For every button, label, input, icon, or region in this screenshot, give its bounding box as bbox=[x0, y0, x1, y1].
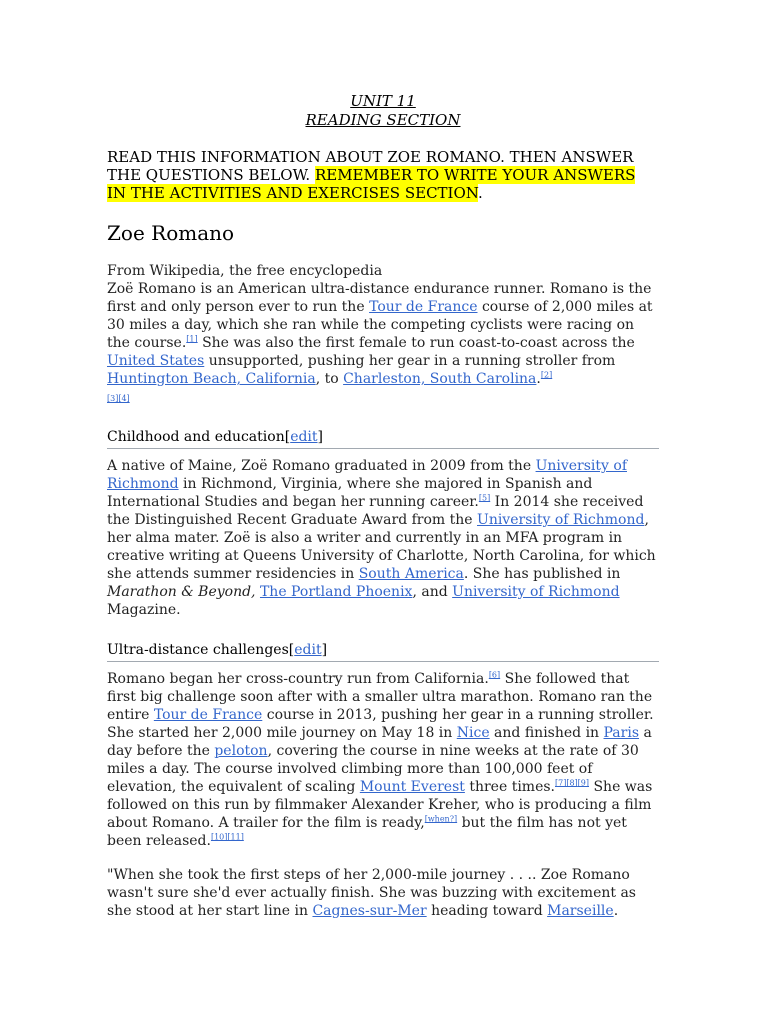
section-heading-label: Childhood and education bbox=[107, 429, 285, 445]
link-portland-phoenix[interactable]: The Portland Phoenix bbox=[259, 584, 413, 600]
text-run: . bbox=[613, 903, 619, 919]
instructions-end: . bbox=[477, 184, 483, 202]
ultra-paragraph bbox=[107, 670, 659, 850]
text-run: "When she took the first steps of her 2,000-mile journey . . .. Zoe Romano wasn't sure she'd ever actually finish. She was buzzing with excitement as she stood at her start line in bbox=[107, 867, 636, 919]
link-paris[interactable]: Paris bbox=[603, 725, 640, 741]
publication-title: Marathon & Beyond, bbox=[107, 584, 256, 600]
text-run: three times. bbox=[464, 779, 555, 795]
link-university-of-richmond[interactable]: University of Richmond bbox=[452, 584, 620, 600]
text-run: In 2014 she received the Distinguished Recent Graduate Award from the bbox=[107, 494, 644, 528]
link-huntington-beach[interactable]: Huntington Beach, California bbox=[107, 371, 316, 387]
text-run: in Richmond, Virginia, where she majored in Spanish and International Studies and began her running career. bbox=[107, 476, 593, 510]
link-south-america[interactable]: South America bbox=[358, 566, 464, 582]
text-run: , covering the course in nine weeks at the rate of 30 miles a day. The course involved climbing more than 100,000 feet of elevation, the equivalent of scaling bbox=[107, 743, 639, 795]
citation-link[interactable]: [1] bbox=[186, 334, 198, 344]
text-run: Romano began her cross-country run from California. bbox=[107, 671, 489, 687]
link-university-of-richmond[interactable]: University of Richmond bbox=[477, 512, 645, 528]
instructions-highlight: REMEMBER TO WRITE YOUR ANSWERS IN THE ACTIVITIES AND EXERCISES SECTION bbox=[107, 166, 636, 202]
link-marseille[interactable]: Marseille bbox=[547, 903, 614, 919]
text-run: is an American ultra-distance endurance runner. Romano is the first and only person ever to run the bbox=[107, 281, 652, 315]
text-run: a day before the bbox=[107, 725, 652, 759]
citation-needed-tag[interactable]: [when?] bbox=[424, 814, 458, 824]
bracket: ] bbox=[321, 642, 328, 658]
text-run: . bbox=[536, 371, 541, 387]
citation-link[interactable]: [9] bbox=[577, 778, 590, 788]
quote-paragraph bbox=[107, 866, 659, 920]
link-united-states[interactable]: United States bbox=[107, 353, 205, 369]
link-university-of-richmond[interactable]: University of Richmond bbox=[107, 458, 627, 492]
link-mount-everest[interactable]: Mount Everest bbox=[359, 779, 465, 795]
section-heading-childhood bbox=[107, 428, 659, 449]
text-run: course in 2013, pushing her gear in a running stroller. She started her 2,000 mile journey on May 18 in bbox=[107, 707, 654, 741]
document-page bbox=[107, 92, 659, 920]
link-peloton[interactable]: peloton bbox=[214, 743, 268, 759]
text-run: . She has published in bbox=[463, 566, 621, 582]
text-run: , to bbox=[315, 371, 344, 387]
link-tour-de-france[interactable]: Tour de France bbox=[369, 299, 478, 315]
unit-heading bbox=[107, 92, 659, 130]
bracket: [ bbox=[288, 642, 295, 658]
edit-link[interactable]: edit bbox=[290, 429, 318, 445]
text-run: and finished in bbox=[489, 725, 604, 741]
text-run: A native of Maine, Zoë Romano graduated in 2009 from the bbox=[107, 458, 536, 474]
link-charleston[interactable]: Charleston, South Carolina bbox=[343, 371, 537, 387]
text-run: , her alma mater. Zoë is also a writer and currently in an MFA program in creative writing at Queens University of Charlotte, North Carolina, for which she attends summer residencies in bbox=[107, 512, 656, 582]
section-heading-ultra bbox=[107, 641, 659, 662]
section-title: READING SECTION bbox=[305, 111, 461, 129]
link-nice[interactable]: Nice bbox=[456, 725, 490, 741]
childhood-paragraph bbox=[107, 457, 659, 619]
citation-link[interactable]: [7][8] bbox=[555, 778, 578, 788]
lead-paragraph bbox=[107, 280, 659, 406]
citation-link[interactable]: [3][4] bbox=[107, 394, 130, 403]
text-run: , and bbox=[412, 584, 453, 600]
text-run: unsupported, pushing her gear in a running stroller from bbox=[204, 353, 616, 369]
section-heading-label: Ultra-distance challenges bbox=[107, 642, 289, 658]
edit-link[interactable]: edit bbox=[294, 642, 322, 658]
link-tour-de-france[interactable]: Tour de France bbox=[153, 707, 263, 723]
bracket: ] bbox=[317, 429, 324, 445]
citation-link[interactable]: [5] bbox=[478, 493, 491, 503]
citation-link[interactable]: [10][11] bbox=[210, 832, 244, 842]
text-run: course of 2,000 miles at 30 miles a day, which she ran while the competing cyclists were racing on the course. bbox=[107, 299, 653, 351]
bracket: [ bbox=[284, 429, 291, 445]
text-run: Magazine. bbox=[107, 602, 181, 618]
instructions bbox=[107, 148, 659, 202]
citation-link[interactable]: [6] bbox=[488, 670, 501, 680]
citation-link[interactable]: [2] bbox=[540, 370, 553, 380]
text-run: She was followed on this run by filmmaker Alexander Kreher, who is producing a film about Romano. A trailer for the film is ready, bbox=[107, 779, 653, 831]
text-run: She followed that first big challenge soon after with a smaller ultra marathon. Romano ran the entire bbox=[107, 671, 653, 723]
instructions-text: READ THIS INFORMATION ABOUT ZOE ROMANO. THEN ANSWER THE QUESTIONS BELOW. bbox=[107, 148, 634, 184]
text-run: but the film has not yet been released. bbox=[107, 815, 627, 849]
article-tagline: From Wikipedia, the free encyclopedia bbox=[107, 263, 383, 279]
text-run: She was also the first female to run coast-to-coast across the bbox=[197, 335, 635, 351]
link-cagnes-sur-mer[interactable]: Cagnes-sur-Mer bbox=[312, 903, 427, 919]
text-run: heading toward bbox=[426, 903, 548, 919]
subject-name: Zoë Romano bbox=[107, 281, 196, 297]
unit-title: UNIT 11 bbox=[350, 92, 416, 110]
article-title: Zoe Romano bbox=[107, 221, 235, 245]
